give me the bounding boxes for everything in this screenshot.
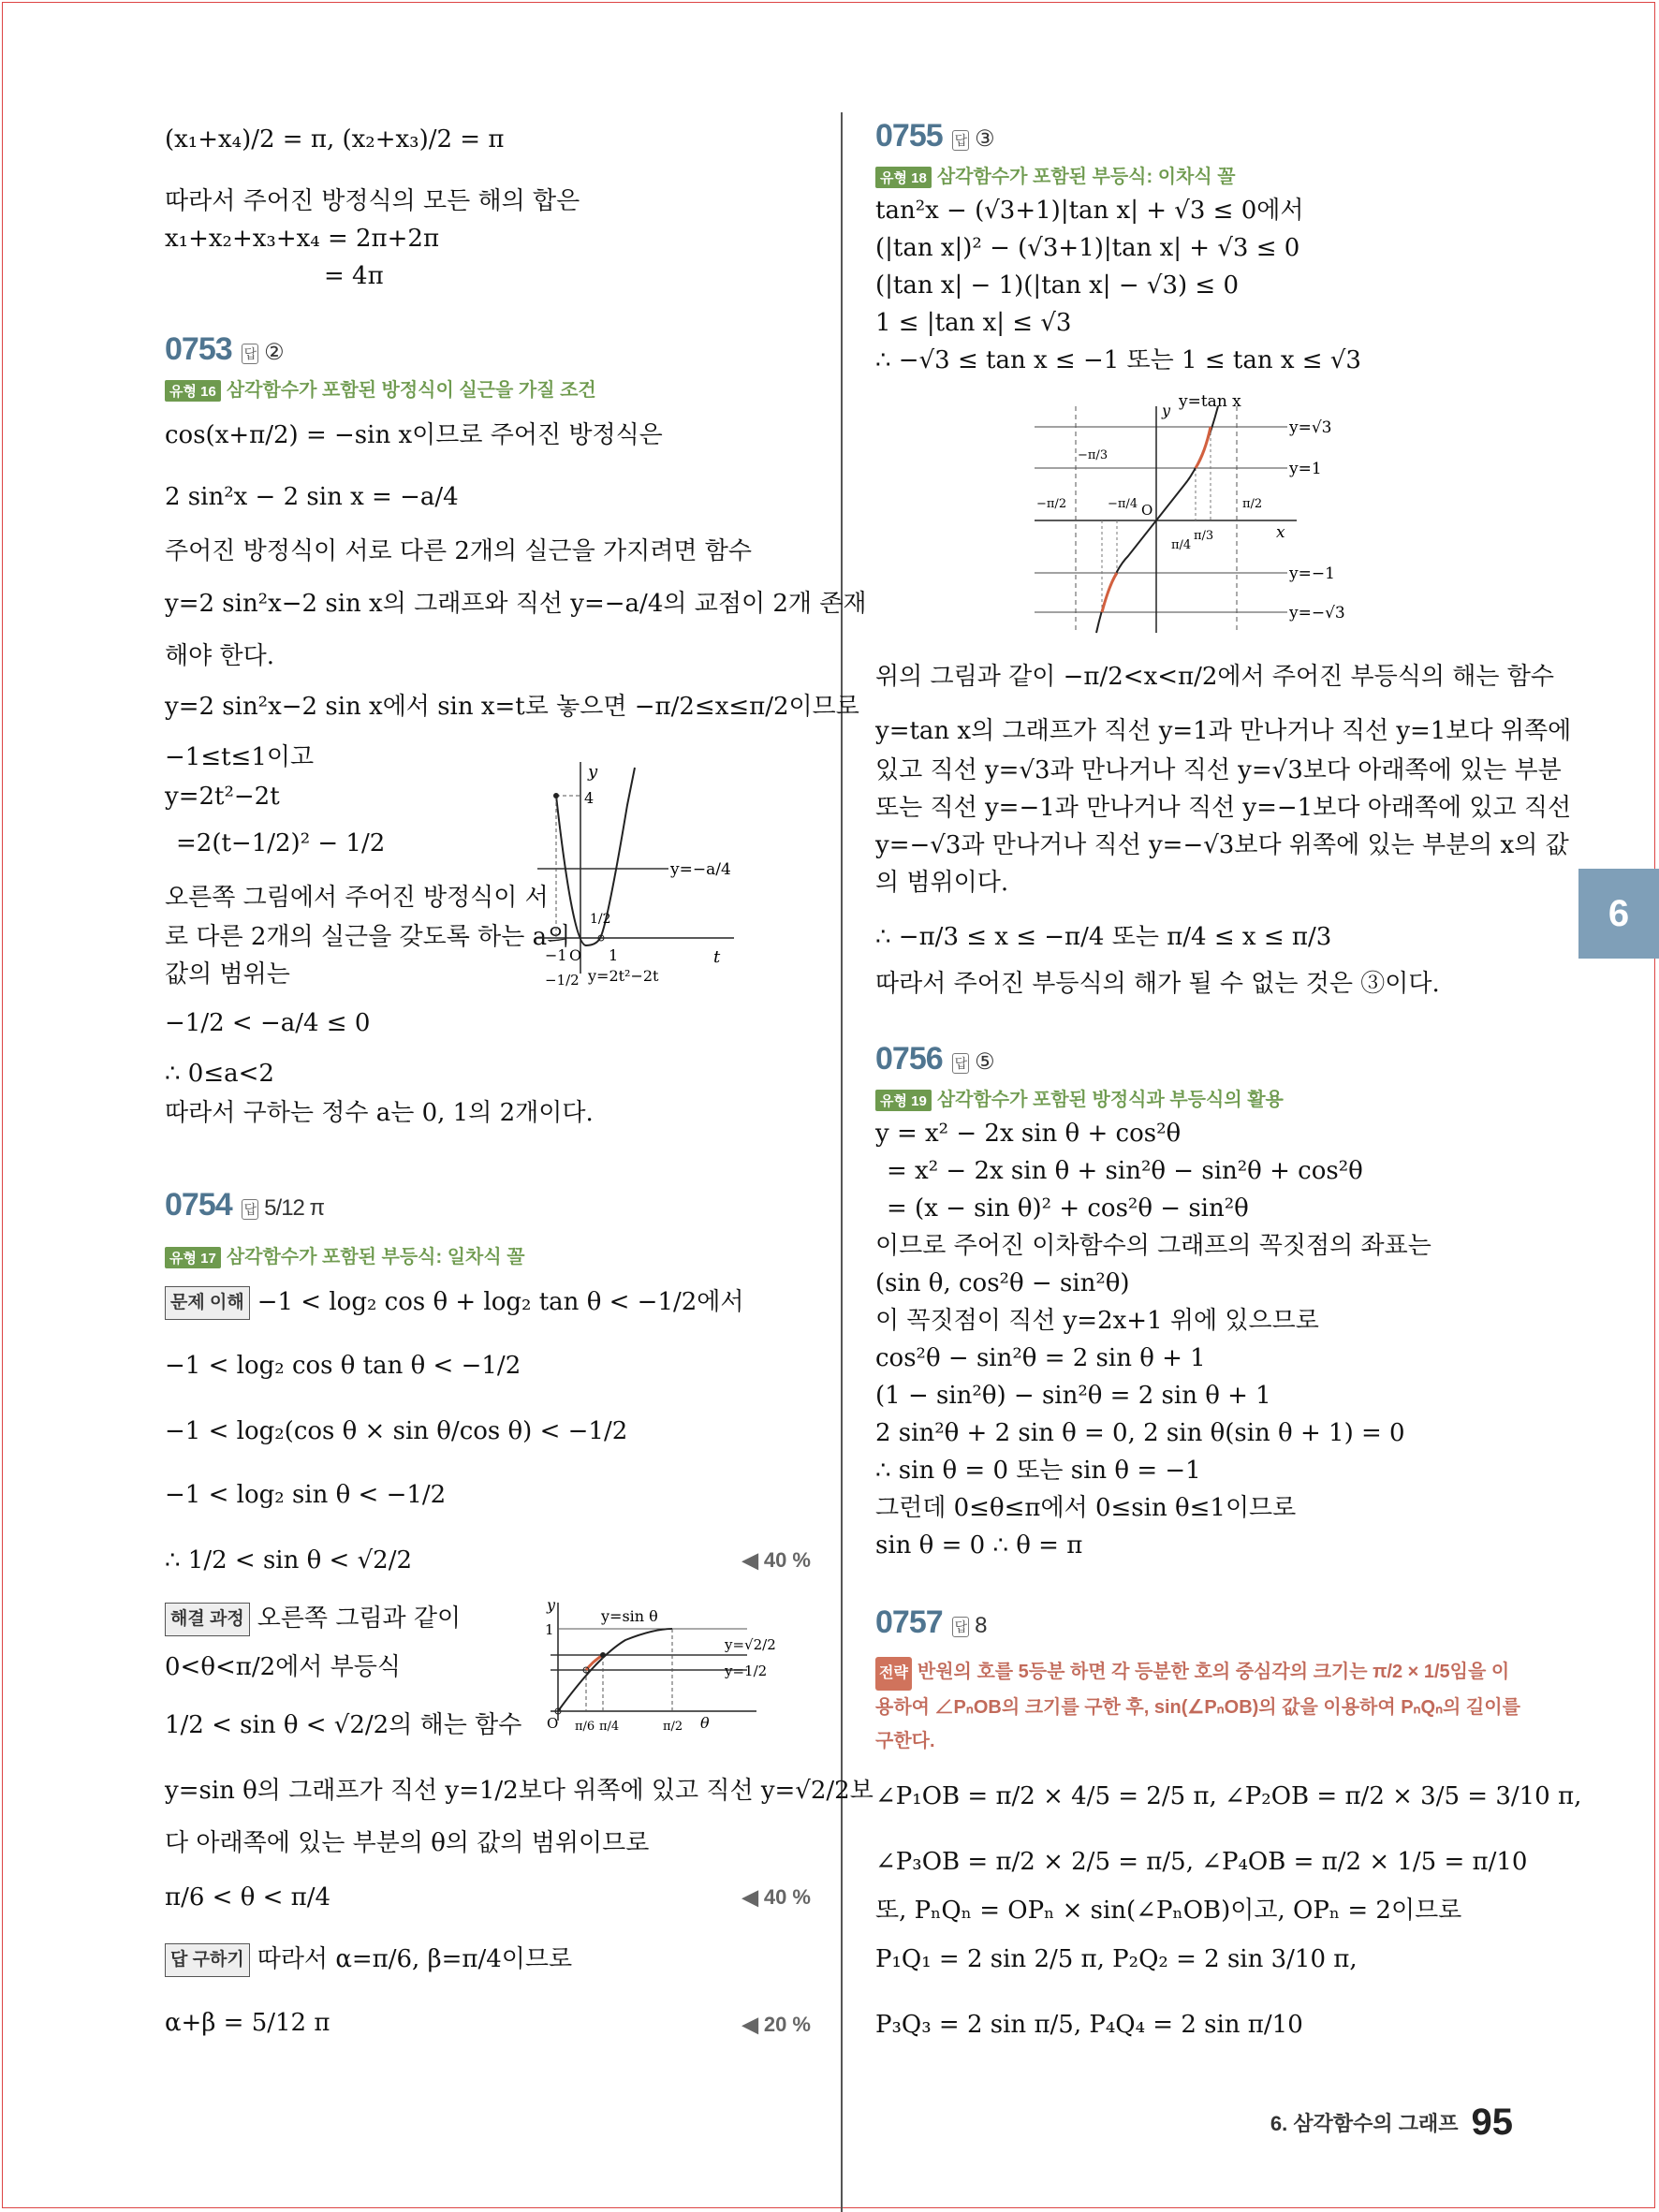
percent-badge: ◀ 20 % <box>741 2013 811 2036</box>
origin-label: O <box>547 1715 559 1732</box>
text-line: −1 < log₂ sin θ < −1/2 <box>165 1481 447 1509</box>
text-line: 2 sin²θ + 2 sin θ = 0, 2 sin θ(sin θ + 1) = 0 <box>875 1419 1405 1447</box>
text-line: (1 − sin²θ) − sin²θ = 2 sin θ + 1 <box>875 1382 1271 1410</box>
text-line: ∠P₃OB = π/2 × 2/5 = π/5, ∠P₄OB = π/2 × 1/5 = π/10 <box>875 1848 1528 1876</box>
tick-label: 4 <box>584 789 595 807</box>
text-line: ∴ −√3 ≤ tan x ≤ −1 또는 1 ≤ tan x ≤ √3 <box>875 346 1361 374</box>
text-line: −1 < log₂(cos θ × sin θ/cos θ) < −1/2 <box>165 1417 628 1445</box>
text-line: 0<θ<π/2에서 부등식 <box>165 1653 402 1681</box>
highlight-segment <box>1196 427 1211 468</box>
graph-0754 <box>541 1597 813 1737</box>
text-line: cos²θ − sin²θ = 2 sin θ + 1 <box>875 1344 1206 1372</box>
problem-number-0753: 0753 답 ② <box>165 331 284 367</box>
problem-number-0756: 0756 답 ⑤ <box>875 1041 994 1077</box>
text-line: 해야 한다. <box>165 642 274 670</box>
text-line: ∴ −π/3 ≤ x ≤ −π/4 또는 π/4 ≤ x ≤ π/3 <box>875 923 1332 951</box>
strategy-hint: 전략 반원의 호를 5등분 하면 각 등분한 호의 중심각의 크기는 π/2 × 1/5임을 이용하여 ∠PₙOB의 크기를 구한 후, sin(∠PₙOB)의 값을 이용하여 PₙQₙ의 길이를 구한다. <box>875 1655 1521 1758</box>
tick-label: −π/4 <box>1108 497 1138 511</box>
text-line: ∴ 1/2 < sin θ < √2/2 <box>165 1546 413 1575</box>
text-line: P₁Q₁ = 2 sin 2/5 π, P₂Q₂ = 2 sin 3/10 π, <box>875 1945 1358 1973</box>
type-tag-0756: 유형 19 삼각함수가 포함된 방정식과 부등식의 활용 <box>875 1084 1284 1111</box>
text-line: ∴ sin θ = 0 또는 sin θ = −1 <box>875 1457 1201 1485</box>
text-line: = x² − 2x sin θ + sin²θ − sin²θ + cos²θ <box>887 1157 1363 1185</box>
text-line: (sin θ, cos²θ − sin²θ) <box>875 1269 1130 1297</box>
highlight-segment <box>586 1655 603 1670</box>
problem-number-0755: 0755 답 ③ <box>875 118 994 154</box>
tick-label: O <box>569 946 582 964</box>
page-number: 95 <box>1471 2102 1513 2143</box>
curve-label: y=tan x <box>1179 392 1241 411</box>
text-line: sin θ = 0 ∴ θ = π <box>875 1531 1083 1560</box>
origin-label: O <box>1141 502 1153 519</box>
text-line: α+β = 5/12 π <box>165 2009 330 2037</box>
percent-badge: ◀ 40 % <box>741 1548 811 1572</box>
tick-label: π/2 <box>663 1720 683 1734</box>
tick-label: π/6 <box>575 1720 595 1734</box>
percent-badge: ◀ 40 % <box>741 1885 811 1909</box>
text-line: 따라서 주어진 방정식의 모든 해의 합은 <box>165 187 580 215</box>
text-line: =2(t−1/2)² − 1/2 <box>176 829 386 857</box>
text-line: x₁+x₂+x₃+x₄ = 2π+2π <box>165 225 440 253</box>
text-line: y=−√3과 만나거나 직선 y=−√3보다 위쪽에 있는 부분의 x의 값 <box>875 831 1569 859</box>
axis-label-x: t <box>713 947 721 967</box>
text-line: 답 구하기 따라서 α=π/6, β=π/4이므로 <box>165 1943 572 1977</box>
text-line: 다 아래쪽에 있는 부분의 θ의 값의 범위이므로 <box>165 1829 650 1857</box>
text-line: = (x − sin θ)² + cos²θ − sin²θ <box>887 1194 1249 1223</box>
tick-label: −π/3 <box>1078 448 1108 462</box>
text-line: −1/2 < −a/4 ≤ 0 <box>165 1009 371 1037</box>
curve-label: y=2t²−2t <box>588 967 659 985</box>
text-line: (|tan x|)² − (√3+1)|tan x| + √3 ≤ 0 <box>875 234 1300 262</box>
type-tag-0755: 유형 18 삼각함수가 포함된 부등식: 이차식 꼴 <box>875 161 1236 188</box>
text-line: 1/2 < sin θ < √2/2의 해는 함수 <box>165 1711 522 1739</box>
tick-label: 1/2 <box>590 912 611 927</box>
text-line: 로 다른 2개의 실근을 갖도록 하는 a의 <box>165 923 571 951</box>
text-line: ∠P₁OB = π/2 × 4/5 = 2/5 π, ∠P₂OB = π/2 × 3/5 = 3/10 π, <box>875 1782 1582 1810</box>
axis-label-x: x <box>1276 523 1285 542</box>
text-line: cos(x+π/2) = −sin x이므로 주어진 방정식은 <box>165 421 663 449</box>
text-line: tan²x − (√3+1)|tan x| + √3 ≤ 0에서 <box>875 197 1304 225</box>
label-answer: 답 구하기 <box>165 1943 250 1977</box>
text-line: 이 꼭짓점이 직선 y=2x+1 위에 있으므로 <box>875 1307 1319 1335</box>
label-understand: 문제 이해 <box>165 1286 250 1320</box>
footer-chapter: 6. 삼각함수의 그래프 <box>1270 2112 1459 2135</box>
text-line: 따라서 주어진 부등식의 해가 될 수 없는 것은 ③이다. <box>875 970 1440 998</box>
text-line: 값의 범위는 <box>165 960 290 989</box>
axis-label-y: y <box>588 762 598 782</box>
text-line: y = x² − 2x sin θ + cos²θ <box>875 1120 1182 1148</box>
page-footer <box>1270 2102 1513 2144</box>
text-line: −1 < log₂ cos θ tan θ < −1/2 <box>165 1352 521 1380</box>
label-solve: 해결 과정 <box>165 1603 250 1636</box>
tick-label: −π/2 <box>1036 497 1067 511</box>
chapter-tab[interactable]: 6 <box>1578 869 1659 959</box>
line-label: y=1/2 <box>725 1663 768 1679</box>
problem-number-0754: 0754 답 5/12 π <box>165 1187 325 1223</box>
text-line: −1≤t≤1이고 <box>165 743 315 771</box>
text-line: y=2 sin²x−2 sin x에서 sin x=t로 놓으면 −π/2≤x≤π/2이므로 <box>165 693 859 721</box>
text-line: 또는 직선 y=−1과 만나거나 직선 y=−1보다 아래쪽에 있고 직선 <box>875 794 1572 822</box>
text-line: 따라서 구하는 정수 a는 0, 1의 2개이다. <box>165 1099 594 1127</box>
tick-label: −1 <box>545 946 567 964</box>
text-line: y=2 sin²x−2 sin x의 그래프와 직선 y=−a/4의 교점이 2개 존재 <box>165 590 867 618</box>
line-label: y=√3 <box>1289 418 1332 437</box>
text-line: 있고 직선 y=√3과 만나거나 직선 y=√3보다 아래쪽에 있는 부분 <box>875 756 1562 784</box>
text-line: y=tan x의 그래프가 직선 y=1과 만나거나 직선 y=1보다 위쪽에 <box>875 717 1572 745</box>
point <box>553 793 559 798</box>
tick-label: −1/2 <box>545 972 580 989</box>
text-line: 해결 과정 오른쪽 그림과 같이 <box>165 1603 461 1636</box>
tick-label: 1 <box>609 946 619 964</box>
text-line: (|tan x| − 1)(|tan x| − √3) ≤ 0 <box>875 271 1239 300</box>
curve-label: y=sin θ <box>601 1607 658 1625</box>
tick-label: 1 <box>545 1621 554 1638</box>
tick-label: π/4 <box>599 1720 620 1734</box>
line-label: y=−1 <box>1289 564 1335 583</box>
highlight-segment <box>1102 573 1117 612</box>
text-line: 2 sin²x − 2 sin x = −a/4 <box>165 483 459 511</box>
axis-label-y: y <box>547 1597 556 1614</box>
type-tag-0753: 유형 16 삼각함수가 포함된 방정식이 실근을 가질 조건 <box>165 374 596 402</box>
text-line: 이므로 주어진 이차함수의 그래프의 꼭짓점의 좌표는 <box>875 1232 1431 1260</box>
text-line: 의 범위이다. <box>875 869 1009 897</box>
line-label: y=−a/4 <box>670 860 731 879</box>
axis-label-x: θ <box>700 1714 710 1732</box>
line-label: y=√2/2 <box>725 1636 776 1653</box>
text-line: ∴ 0≤a<2 <box>165 1060 274 1088</box>
type-tag-0754: 유형 17 삼각함수가 포함된 부등식: 일차식 꼴 <box>165 1241 525 1268</box>
text-line: 주어진 방정식이 서로 다른 2개의 실근을 가지려면 함수 <box>165 537 752 565</box>
graph-0755 <box>1035 388 1372 637</box>
graph-0753 <box>537 749 809 1011</box>
tick-label: π/2 <box>1242 497 1263 511</box>
text-line: 1 ≤ |tan x| ≤ √3 <box>875 309 1072 337</box>
text-line: 또, PₙQₙ = OPₙ × sin(∠PₙOB)이고, OPₙ = 2이므로 <box>875 1897 1462 1925</box>
point <box>600 1652 606 1658</box>
text-line: 위의 그림과 같이 −π/2<x<π/2에서 주어진 부등식의 해는 함수 <box>875 663 1554 691</box>
text-line: 오른쪽 그림에서 주어진 방정식이 서 <box>165 884 549 912</box>
problem-number-0757: 0757 답 8 <box>875 1604 987 1640</box>
tan-curve <box>1096 406 1218 633</box>
text-line: y=sin θ의 그래프가 직선 y=1/2보다 위쪽에 있고 직선 y=√2/2보 <box>165 1777 874 1805</box>
text-line: 그런데 0≤θ≤π에서 0≤sin θ≤1이므로 <box>875 1494 1297 1522</box>
line-label: y=−√3 <box>1289 604 1345 623</box>
text-line: (x₁+x₄)/2 = π, (x₂+x₃)/2 = π <box>165 125 505 154</box>
line-label: y=1 <box>1289 460 1322 478</box>
text-line: 문제 이해 −1 < log₂ cos θ + log₂ tan θ < −1/2에서 <box>165 1286 744 1320</box>
tick-label: π/3 <box>1194 529 1214 543</box>
text-line: = 4π <box>324 262 384 290</box>
text-line: P₃Q₃ = 2 sin π/5, P₄Q₄ = 2 sin π/10 <box>875 2011 1303 2039</box>
axis-label-y: y <box>1162 402 1171 419</box>
tick-label: π/4 <box>1171 538 1192 552</box>
text-line: y=2t²−2t <box>165 783 280 811</box>
column-divider <box>841 112 843 2212</box>
text-line: π/6 < θ < π/4 <box>165 1883 331 1912</box>
